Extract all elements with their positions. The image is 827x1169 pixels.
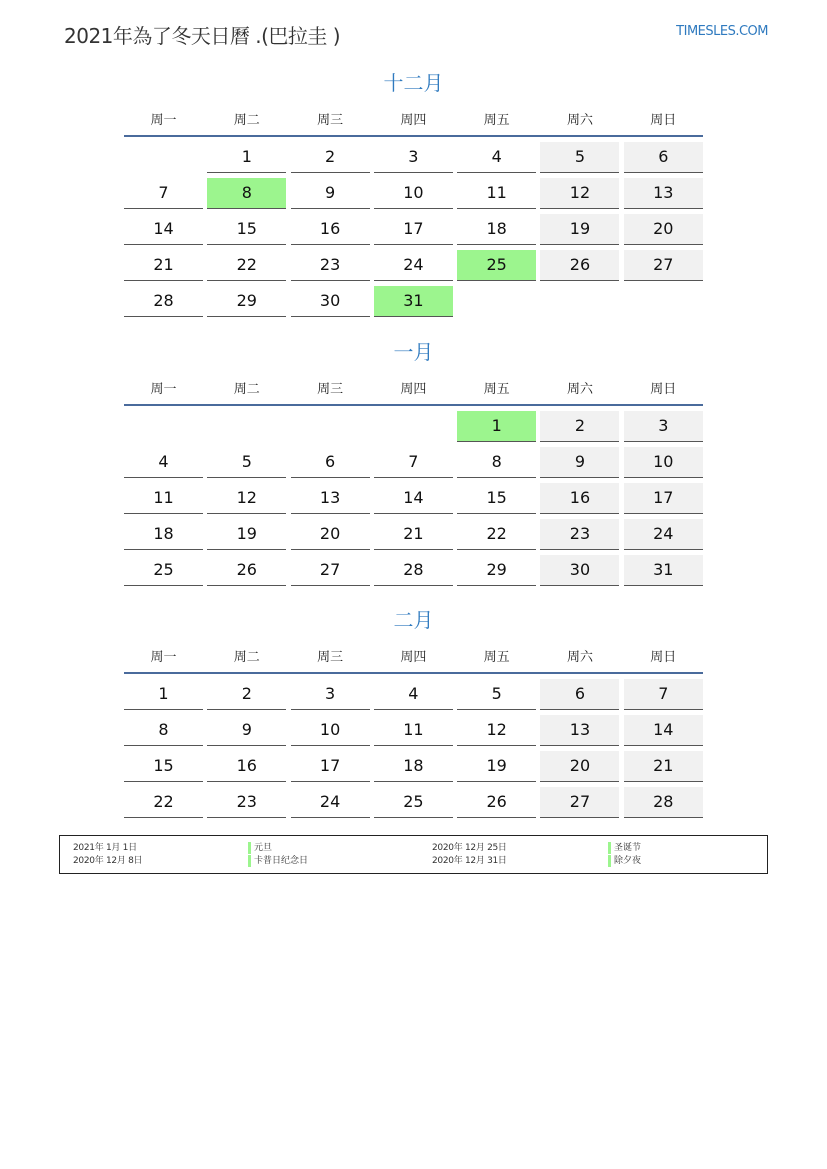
day-cell[interactable]: 7 [624,679,703,710]
day-cell[interactable]: 8 [124,715,203,746]
day-cell[interactable]: 27 [624,250,703,281]
day-cell[interactable]: 1 [124,679,203,710]
day-cell[interactable]: 6 [540,679,619,710]
weekday-header [124,640,703,670]
day-cell[interactable]: 30 [291,286,370,317]
day-cell[interactable]: 26 [207,555,286,586]
day-cell[interactable]: 16 [291,214,370,245]
legend-date: 2021年 1月 1日 [73,843,137,853]
day-cell[interactable]: 24 [624,519,703,550]
weekday-label: 周日 [650,649,677,665]
day-cell[interactable]: 25 [124,555,203,586]
day-cell[interactable]: 16 [540,483,619,514]
day-cell[interactable]: 25 [374,787,453,818]
day-cell[interactable]: 20 [540,751,619,782]
day-cell[interactable]: 10 [291,715,370,746]
holiday-day-cell[interactable]: 1 [457,411,536,442]
empty-cell [291,411,370,442]
legend-holiday-name: 元旦 [248,842,272,854]
day-cell[interactable]: 15 [457,483,536,514]
day-cell[interactable]: 23 [207,787,286,818]
legend-date: 2020年 12月 8日 [73,856,143,866]
day-cell[interactable]: 3 [291,679,370,710]
day-cell[interactable]: 12 [207,483,286,514]
day-cell[interactable]: 1 [207,142,286,173]
weekday-label: 周六 [566,381,593,397]
legend-holiday-name: 除夕夜 [608,855,641,867]
day-grid [124,411,703,586]
day-cell[interactable]: 12 [540,178,619,209]
brand-link[interactable]: TIMESLES.COM [676,24,768,39]
day-cell[interactable]: 13 [291,483,370,514]
day-cell[interactable]: 19 [207,519,286,550]
day-cell[interactable]: 21 [624,751,703,782]
day-cell[interactable]: 4 [457,142,536,173]
weekday-label: 周六 [566,649,593,665]
day-cell[interactable]: 7 [124,178,203,209]
weekday-label: 周一 [150,649,177,665]
day-cell[interactable]: 2 [540,411,619,442]
day-cell[interactable]: 9 [540,447,619,478]
day-cell[interactable]: 13 [624,178,703,209]
day-cell[interactable]: 24 [374,250,453,281]
weekday-label: 周五 [483,381,510,397]
day-cell[interactable]: 18 [124,519,203,550]
legend-date: 2020年 12月 25日 [432,843,507,853]
day-cell[interactable]: 14 [124,214,203,245]
day-cell[interactable]: 3 [374,142,453,173]
day-cell[interactable]: 11 [457,178,536,209]
weekday-label: 周一 [150,381,177,397]
empty-cell [124,142,203,173]
day-cell[interactable]: 4 [374,679,453,710]
day-cell[interactable]: 15 [124,751,203,782]
day-cell[interactable]: 24 [291,787,370,818]
day-cell[interactable]: 28 [124,286,203,317]
month-block-february [124,605,703,818]
day-cell[interactable]: 23 [540,519,619,550]
legend-holiday-name: 圣诞节 [608,842,641,854]
day-grid [124,142,703,317]
day-cell[interactable]: 5 [457,679,536,710]
day-cell[interactable]: 18 [374,751,453,782]
page-title: 2021年為了冬天日曆 .(巴拉圭 ) [64,24,341,48]
day-cell[interactable]: 26 [457,787,536,818]
weekday-label: 周三 [317,112,344,128]
day-cell[interactable]: 6 [291,447,370,478]
day-cell[interactable]: 16 [207,751,286,782]
header-divider [124,672,703,674]
weekday-label: 周四 [400,649,427,665]
header-divider [124,135,703,137]
day-cell[interactable]: 22 [457,519,536,550]
holiday-day-cell[interactable]: 8 [207,178,286,209]
day-cell[interactable]: 2 [207,679,286,710]
weekday-header [124,372,703,402]
day-cell[interactable]: 8 [457,447,536,478]
day-cell[interactable]: 20 [291,519,370,550]
weekday-label: 周四 [400,381,427,397]
day-cell[interactable]: 10 [624,447,703,478]
weekday-label: 周一 [150,112,177,128]
weekday-label: 周五 [483,112,510,128]
day-cell[interactable]: 4 [124,447,203,478]
weekday-label: 周三 [317,649,344,665]
day-cell[interactable]: 17 [291,751,370,782]
day-cell[interactable]: 14 [624,715,703,746]
weekday-label: 周二 [233,112,260,128]
day-cell[interactable]: 15 [207,214,286,245]
day-cell[interactable]: 13 [540,715,619,746]
day-cell[interactable]: 29 [457,555,536,586]
day-cell[interactable]: 17 [624,483,703,514]
day-cell[interactable]: 27 [540,787,619,818]
day-cell[interactable]: 21 [124,250,203,281]
day-cell[interactable]: 14 [374,483,453,514]
month-title: 二月 [393,608,434,632]
holiday-legend [59,835,768,874]
month-block-january [124,337,703,586]
weekday-label: 周日 [650,112,677,128]
day-cell[interactable]: 11 [124,483,203,514]
day-cell[interactable]: 10 [374,178,453,209]
day-cell[interactable]: 9 [291,178,370,209]
day-cell[interactable]: 3 [624,411,703,442]
month-block-december [124,68,703,317]
day-cell[interactable]: 22 [207,250,286,281]
day-cell[interactable]: 11 [374,715,453,746]
day-cell[interactable]: 26 [540,250,619,281]
holiday-day-cell[interactable]: 31 [374,286,453,317]
day-cell[interactable]: 9 [207,715,286,746]
day-cell[interactable]: 19 [540,214,619,245]
day-cell[interactable]: 29 [207,286,286,317]
day-cell[interactable]: 5 [207,447,286,478]
day-cell[interactable]: 19 [457,751,536,782]
month-title: 一月 [393,340,434,364]
weekday-label: 周三 [317,381,344,397]
weekday-label: 周四 [400,112,427,128]
day-cell[interactable]: 30 [540,555,619,586]
day-cell[interactable]: 12 [457,715,536,746]
empty-cell [207,411,286,442]
month-title: 十二月 [383,71,444,95]
day-cell[interactable]: 17 [374,214,453,245]
weekday-header [124,103,703,133]
legend-date: 2020年 12月 31日 [432,856,507,866]
day-cell[interactable]: 7 [374,447,453,478]
day-cell[interactable]: 18 [457,214,536,245]
day-cell[interactable]: 28 [624,787,703,818]
weekday-label: 周日 [650,381,677,397]
day-cell[interactable]: 21 [374,519,453,550]
weekday-label: 周二 [233,649,260,665]
weekday-label: 周二 [233,381,260,397]
header-divider [124,404,703,406]
legend-holiday-name: 卡普日纪念日 [248,855,308,867]
weekday-label: 周五 [483,649,510,665]
empty-cell [124,411,203,442]
day-cell[interactable]: 5 [540,142,619,173]
day-cell[interactable]: 2 [291,142,370,173]
day-grid [124,679,703,818]
day-cell[interactable]: 20 [624,214,703,245]
day-cell[interactable]: 27 [291,555,370,586]
weekday-label: 周六 [566,112,593,128]
holiday-day-cell[interactable]: 25 [457,250,536,281]
day-cell[interactable]: 23 [291,250,370,281]
day-cell[interactable]: 31 [624,555,703,586]
day-cell[interactable]: 6 [624,142,703,173]
day-cell[interactable]: 28 [374,555,453,586]
day-cell[interactable]: 22 [124,787,203,818]
empty-cell [374,411,453,442]
